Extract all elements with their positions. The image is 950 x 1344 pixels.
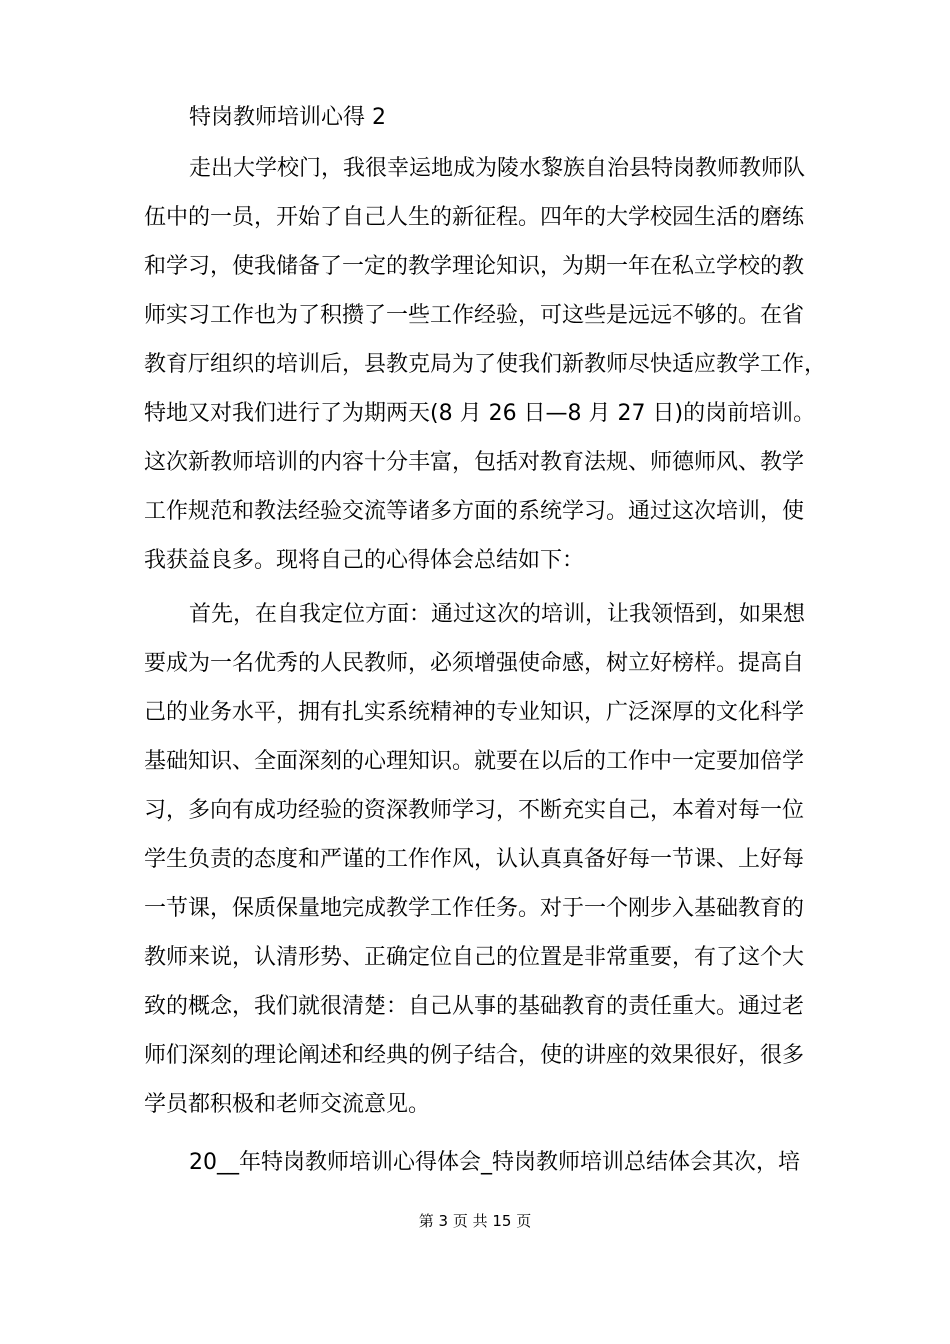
paragraph-line: 师实习工作也为了积攒了一些工作经验，可这些是远远不够的。在省	[144, 303, 805, 328]
paragraph-line: 一节课，保质保量地完成教学工作任务。对于一个刚步入基础教育的	[144, 896, 805, 921]
document-title: 特岗教师培训心得 2	[189, 105, 386, 130]
paragraph-line: 基础知识、全面深刻的心理知识。就要在以后的工作中一定要加倍学	[144, 749, 805, 774]
paragraph-line: 致的概念，我们就很清楚：自己从事的基础教育的责任重大。通过老	[144, 994, 805, 1019]
paragraph-line: 首先，在自我定位方面：通过这次的培训，让我领悟到，如果想	[189, 602, 806, 627]
paragraph-line: 我获益良多。现将自己的心得体会总结如下：	[144, 548, 585, 573]
paragraph-line: 工作规范和教法经验交流等诸多方面的系统学习。通过这次培训，使	[144, 499, 805, 524]
paragraph-line: 学生负责的态度和严谨的工作作风，认认真真备好每一节课、上好每	[144, 847, 805, 872]
paragraph-1	[144, 144, 827, 585]
paragraph-line: 师们深刻的理论阐述和经典的例子结合，使的讲座的效果很好，很多	[144, 1043, 805, 1068]
paragraph-line: 和学习，使我储备了一定的教学理论知识，为期一年在私立学校的教	[144, 254, 805, 279]
paragraph-2	[144, 590, 814, 1129]
paragraph-line: 习，多向有成功经验的资深教师学习，不断充实自己，本着对每一位	[144, 798, 805, 823]
paragraph-line: 教育厅组织的培训后，县教克局为了使我们新教师尽快适应教学工作，	[144, 352, 827, 377]
page-number-footer: 第 3 页 共 15 页	[418, 1212, 532, 1230]
paragraph-line: 学员都积极和老师交流意见。	[144, 1092, 431, 1117]
paragraph-line: 特地又对我们进行了为期两天(8 月 26 日—8 月 27 日)的岗前培训。	[144, 401, 816, 426]
paragraph-3	[144, 1138, 814, 1187]
paragraph-line: 20__年特岗教师培训心得体会_特岗教师培训总结体会其次，培	[189, 1150, 800, 1175]
paragraph-line: 伍中的一员，开始了自己人生的新征程。四年的大学校园生活的磨练	[144, 205, 805, 230]
paragraph-line: 要成为一名优秀的人民教师，必须增强使命感，树立好榜样。提高自	[144, 651, 805, 676]
paragraph-line: 己的业务水平，拥有扎实系统精神的专业知识，广泛深厚的文化科学	[144, 700, 805, 725]
paragraph-line: 教师来说，认清形势、正确定位自己的位置是非常重要，有了这个大	[144, 945, 805, 970]
paragraph-line: 走出大学校门，我很幸运地成为陵水黎族自治县特岗教师教师队	[189, 156, 806, 181]
paragraph-line: 这次新教师培训的内容十分丰富，包括对教育法规、师德师风、教学	[144, 450, 805, 475]
